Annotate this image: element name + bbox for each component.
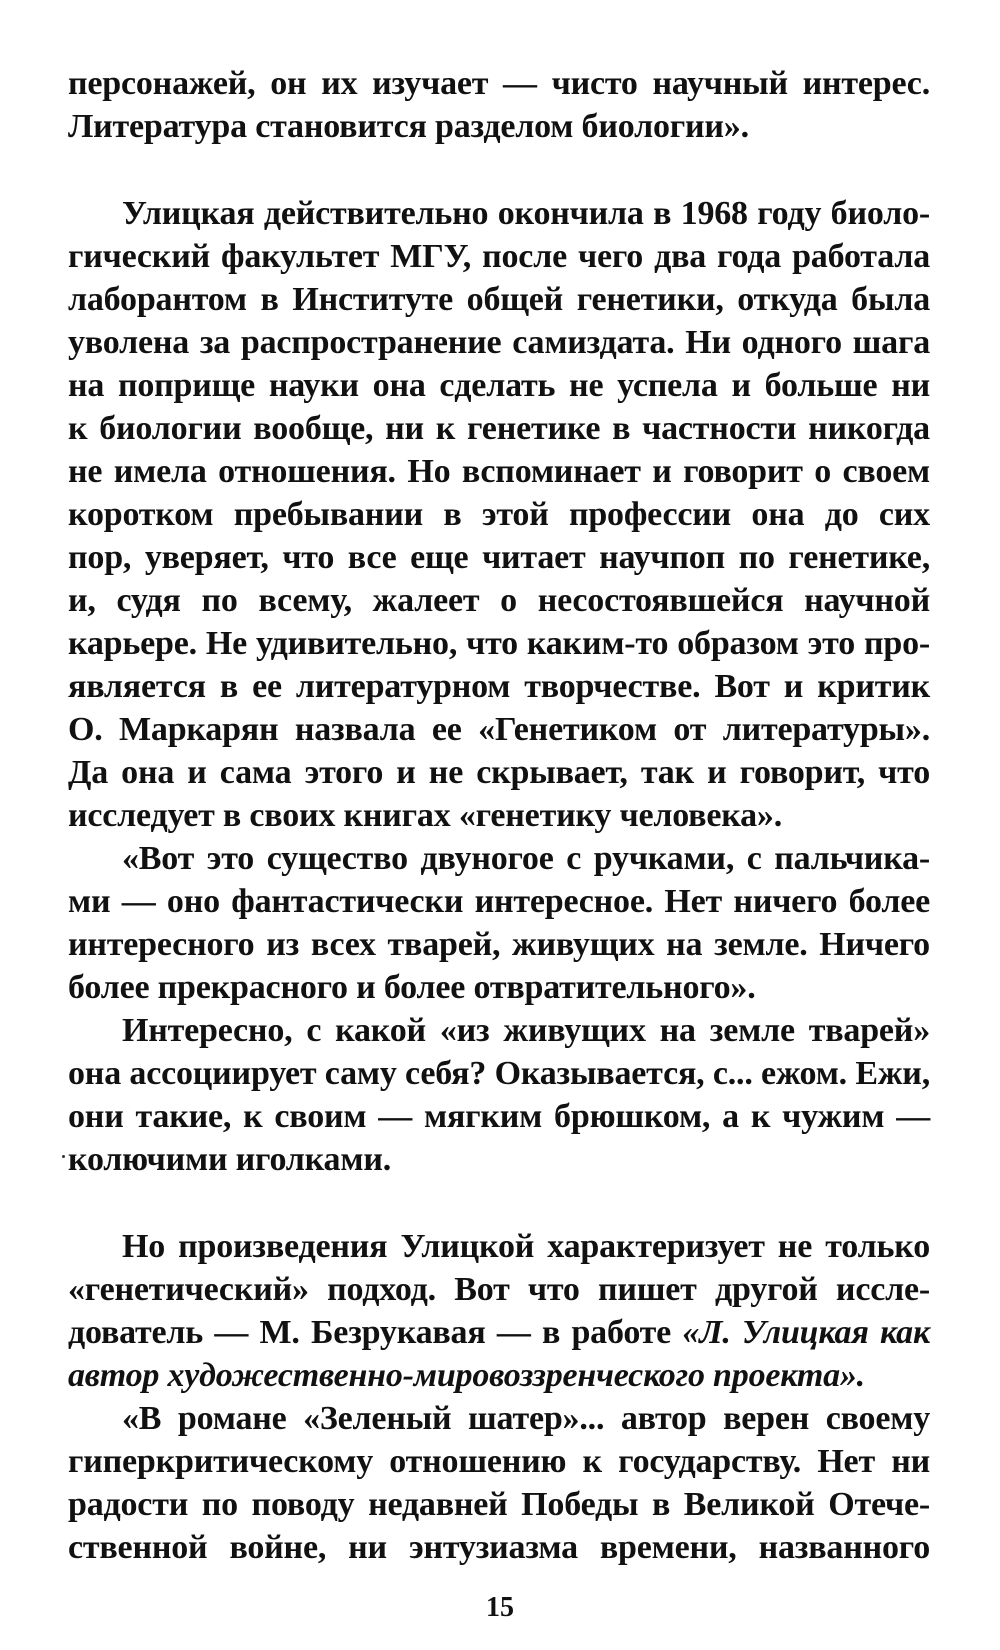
- text-line: колючими иголками.: [68, 1141, 392, 1178]
- text-line: «генетический» подход. Вот что пишет другой иссле-: [68, 1271, 930, 1308]
- text-line: исследует в своих книгах «генетику человека».: [68, 797, 782, 834]
- text-line: ственной войне, ни энтузиазма времени, названного: [68, 1529, 930, 1566]
- text-line: пор, уверяет, что все еще читает научпоп по генетике,: [68, 539, 930, 576]
- text-line: Да она и сама этого и не скрывает, так и говорит, что: [68, 754, 930, 791]
- text-line: карьере. Не удивительно, что каким-то образом это про-: [68, 625, 930, 662]
- text-line: на поприще науки она сделать не успела и больше ни: [68, 367, 930, 404]
- italic-title: «Л. Улицкая как: [682, 1314, 930, 1351]
- text-line: Улицкая действительно окончила в 1968 году биоло-: [122, 195, 930, 232]
- ink-speck: [62, 1155, 65, 1158]
- text-segment: дователь — М. Безрукавая — в работе: [68, 1314, 683, 1351]
- text-line: они такие, к своим — мягким брюшком, а к чужим —: [68, 1098, 930, 1135]
- text-line: Литература становится разделом биологии».: [68, 108, 749, 145]
- text-line: она ассоциирует саму себя? Оказывается, с... ежом. Ежи,: [68, 1055, 930, 1092]
- text-line: [68, 1311, 930, 1354]
- text-line: к биологии вообще, ни к генетике в частности никогда: [68, 410, 930, 447]
- italic-title-line: автор художественно-мировоззренческого проекта».: [68, 1357, 865, 1394]
- text-line: Интересно, с какой «из живущих на земле тварей»: [122, 1012, 930, 1049]
- text-line: гический факультет МГУ, после чего два года работала: [68, 238, 930, 275]
- text-line: О. Маркарян назвала ее «Генетиком от литературы».: [68, 711, 930, 748]
- text-line: радости по поводу недавней Победы в Великой Отече-: [68, 1486, 930, 1523]
- text-line: лаборантом в Институте общей генетики, откуда была: [68, 281, 930, 318]
- text-line: персонажей, он их изучает — чисто научный интерес.: [68, 65, 930, 102]
- text-line: ми — оно фантастически интересное. Нет ничего более: [68, 883, 930, 920]
- text-line: «В романе «Зеленый шатер»... автор верен своему: [122, 1400, 930, 1437]
- page-number: 15: [486, 1592, 514, 1623]
- text-line: более прекрасного и более отвратительного».: [68, 969, 756, 1006]
- page-text: [68, 62, 930, 1569]
- text-line: Но произведения Улицкой характеризует не только: [122, 1228, 930, 1265]
- text-line: интересного из всех тварей, живущих на земле. Ничего: [68, 926, 930, 963]
- text-line: «Вот это существо двуногое с ручками, с пальчика-: [122, 840, 930, 877]
- text-line: коротком пребывании в этой профессии она до сих: [68, 496, 930, 533]
- text-line: уволена за распространение самиздата. Ни одного шага: [68, 324, 930, 361]
- text-line: гиперкритическому отношению к государству. Нет ни: [68, 1443, 930, 1480]
- text-line: является в ее литературном творчестве. Вот и критик: [68, 668, 930, 705]
- text-line: не имела отношения. Но вспоминает и говорит о своем: [68, 453, 930, 490]
- text-line: и, судя по всему, жалеет о несостоявшейся научной: [68, 582, 930, 619]
